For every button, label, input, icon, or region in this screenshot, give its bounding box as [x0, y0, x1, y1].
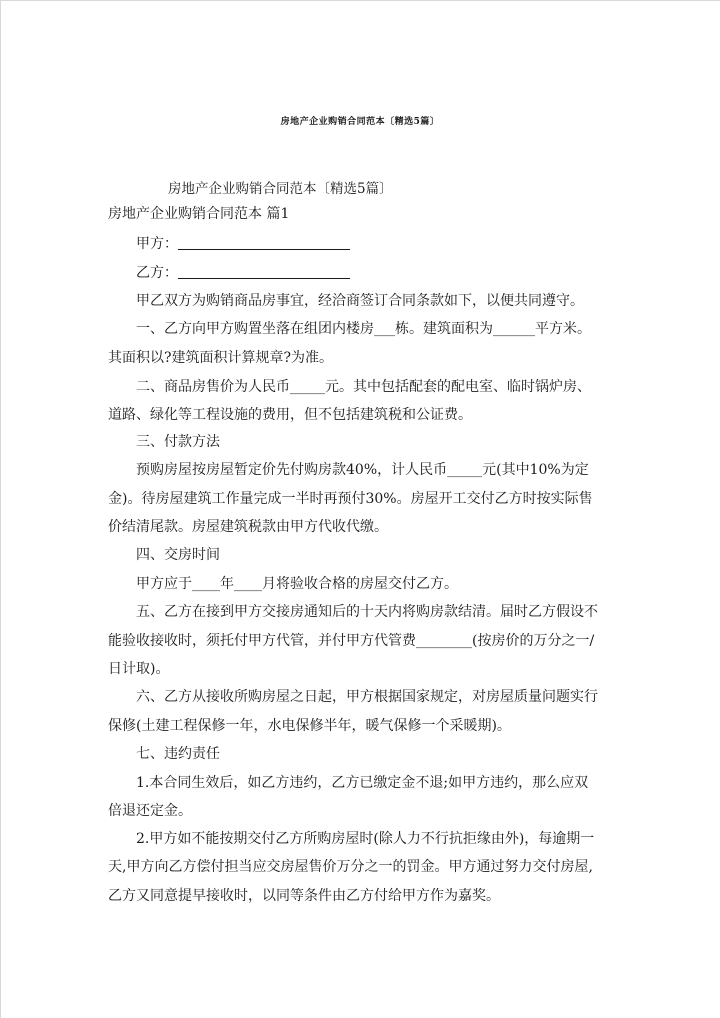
page-border-top: [0, 0, 720, 1]
clause-7-heading: 七、违约责任: [136, 746, 220, 762]
party-b-label: 乙方：: [136, 265, 178, 281]
section-heading: 房地产企业购销合同范本 篇1: [108, 206, 290, 222]
party-a-blank: [178, 233, 350, 250]
clause-6-line-2: 保修(土建工程保修一年，水电保修半年，暖气保修一个采暖期)。: [108, 718, 511, 734]
document-subtitle: 房地产企业购销合同范本〔精选5篇〕: [168, 181, 393, 197]
clause-5-line-1: 五、乙方在接到甲方交接房通知后的十天内将购房款结清。届时乙方假设不: [136, 604, 598, 620]
clause-7-1-line-2: 倍退还定金。: [108, 803, 192, 819]
clause-5-line-2: 能验收接收时，须托付甲方代管，并付甲方代管费________(按房价的万分之一/: [108, 633, 595, 649]
party-a-line: [136, 230, 350, 258]
clause-3-line-2: 金)。待房屋建筑工作量完成一半时再预付30%。房屋开工交付乙方时按实际售: [108, 491, 593, 507]
clause-7-2-line-3: 乙方又同意提早接收时，以同等条件由乙方付给甲方作为嘉奖。: [108, 888, 500, 904]
clause-4-heading: 四、交房时间: [136, 547, 220, 563]
clause-7-2-line-2: 天,甲方向乙方偿付担当应交房屋售价万分之一的罚金。甲方通过努力交付房屋,: [108, 859, 593, 875]
clause-3-line-1: 预购房屋按房屋暂定价先付购房款40%，计人民币_____元(其中10%为定: [136, 462, 589, 478]
page-border-left: [0, 0, 1, 1018]
clause-3-line-3: 价结清尾款。房屋建筑税款由甲方代收代缴。: [108, 519, 388, 535]
clause-7-1-line-1: 1.本合同生效后，如乙方违约，乙方已缴定金不退;如甲方违约，那么应双: [136, 775, 589, 791]
clause-7-2-line-1: 2.甲方如不能按期交付乙方所购房屋时(除人力不行抗拒缘由外)，每逾期一: [136, 831, 595, 847]
clause-6-line-1: 六、乙方从接收所购房屋之日起，甲方根据国家规定，对房屋质量问题实行: [136, 689, 598, 705]
clause-5-line-3: 日计取)。: [108, 661, 170, 677]
clause-2-line-2: 道路、绿化等工程设施的费用，但不包括建筑税和公证费。: [108, 407, 472, 423]
document-title: 房地产企业购销合同范本〔精选5篇〕: [280, 117, 440, 127]
intro-paragraph: 甲乙双方为购销商品房事宜，经洽商签订合同条款如下，以便共同遵守。: [136, 293, 584, 309]
party-b-line: [136, 259, 350, 287]
party-a-label: 甲方：: [136, 236, 178, 252]
party-b-blank: [178, 262, 350, 279]
clause-1-line-2: 其面积以?建筑面积计算规章?为准。: [108, 350, 334, 366]
clause-1-line-1: 一、乙方向甲方购置坐落在组团内楼房___栋。建筑面积为______平方米。: [136, 321, 591, 337]
clause-2-line-1: 二、商品房售价为人民币_____元。其中包括配套的配电室、临时锅炉房、: [136, 379, 591, 395]
clause-3-heading: 三、付款方法: [136, 434, 220, 450]
clause-4-text: 甲方应于____年____月将验收合格的房屋交付乙方。: [136, 576, 458, 592]
